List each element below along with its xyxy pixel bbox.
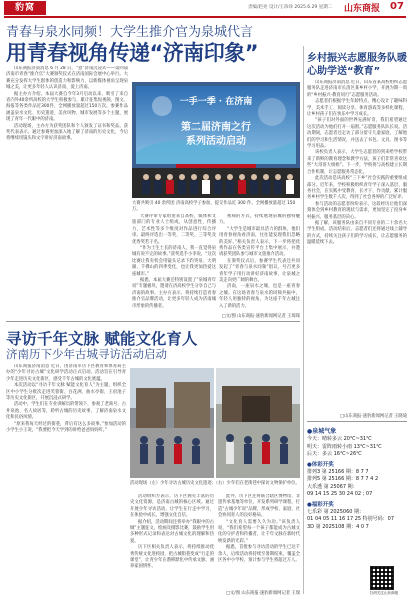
article1-caption: 大赛共吸引 40 余所团 济南高校学子参加，提交作品近 300 件。全网播放量超过 150 万。 — [132, 201, 296, 212]
article1-col3 — [219, 214, 300, 318]
masthead — [0, 0, 410, 16]
article2-caption: 活动现场（左）少年寻访古城历史文化遗迹；（右）少年们在老街巷中探访文物保护单位。 — [130, 481, 300, 486]
paragraph: 济南，一座泉水之城，也是一座青春之城。在这场青春与泉水的同频共振中，年轻人用独特的视角，为这座千年古城注入了新的活力。 — [219, 284, 300, 309]
photo-title-line1: 第二届济南之行 — [181, 122, 251, 133]
article1-headline: 用青春视角传递“济南印象” — [6, 41, 259, 65]
weather-lottery-box — [307, 428, 407, 531]
paragraph: “作为土生土长的济南人，我一直觉得泉城有说不完的故事。”获奖选手小李说，“这次比赛让我有机会用镜头记录下趵突泉、大明湖、千佛山的四季变化，也让我更加热爱这座城市。” — [132, 246, 216, 277]
weather-line: 后天：多云 16℃~26℃ — [307, 451, 362, 458]
welfare-line: 3D 第 2025108 期：4 0 7 — [307, 523, 369, 530]
paragraph: 大赛评审专家组由来自高校、媒体和文旅部门的专业人士组成，从创意性、传播力、艺术性等多个维度对作品进行综合评审。最终评选出一等奖、二等奖、三等奖及优秀奖若干名。 — [132, 214, 216, 245]
paper-name: 山东商报 — [344, 4, 381, 14]
article2-byline: □文/图 山东商报·速豹新闻网记者 王瑞 — [225, 591, 300, 596]
lottery-line: 排列3 第 25166 期：8 7 7 — [307, 469, 369, 476]
article2-photo — [130, 368, 300, 478]
welfare-title: ●福彩开奖 — [307, 501, 334, 508]
paragraph: “原来我每天经过的街巷，背后有这么多故事。”参加活动的小学生小王说，“我要把今天学到的讲给爸爸妈妈听。” — [6, 421, 126, 434]
article2-col1 — [6, 364, 126, 596]
lottery-line: 09 14 15 25 30 24 02 ; 07 — [307, 491, 373, 498]
paragraph: 志愿者们根据学生年龄特点，精心设计了趣味科学、美术手工、阅读分享、体育游戏等多样化课程，让乡村孩子们在快乐中学习成长。 — [307, 99, 407, 118]
lottery-line: 排列5 第 25166 期：8 7 7 4 2 — [307, 476, 379, 483]
paragraph: 在颁奖仪式后，参赛学生代表还共同发起了“青春与泉水同频”倡议，号召更多青年学子用行动讲好济南故事，让泉城之美走向更广阔的舞台。 — [219, 258, 300, 284]
right-rule — [307, 421, 407, 422]
paragraph: “大学生是城市最具活力的群体，他们用青春视角看济南，往往能发现我们忽略的美好。”相关负责人表示，下一步将把优秀作品在各类宣传平台上集中展示，并邀请获奖团队参与城市文旅推介活动。 — [219, 226, 300, 258]
lottery-title: ●体彩开奖 — [307, 461, 334, 468]
paragraph: 据了解，该服务队由来自不同专业的二十余名大学生组成，活动结束后，志愿者们还将通过线上辅导的方式，持续关注孩子们的学习成长，让志愿服务的温暖延续下去。 — [307, 220, 407, 246]
section-tab: 豹窝 — [4, 1, 46, 15]
paragraph: 山东商报济南消息 近日，由济南市历下区教育和体育局主办的“少年寻访古城”文化研学活动正式启动。活动旨在引导青少年走进历史文化街区，感受千年古城的文化底蕴。 — [6, 364, 126, 382]
paragraph: 山东商报济南消息 近日，山东省某高校组织志愿服务队走进济南市长清区某乡村小学，开展为期一周的“乡村振兴·教育同行”志愿服务活动。 — [307, 80, 407, 98]
qr-code-icon[interactable] — [370, 566, 394, 590]
article1-col1 — [6, 66, 128, 318]
weather-title: ●泉城气象 — [307, 428, 337, 435]
paragraph: 该校负责人表示，大学生志愿者的到来给学校带来了新鲜的教育理念和教学方法，孩子们非常喜欢这些“大哥哥大姐姐”。下一步，学校将与高校建立长期合作机制，让志愿服务常态化。 — [307, 150, 407, 175]
paragraph: 活动中，学生们在专业讲解员的带领下，参观了老商号、古井泉池、名人故居等，聆听古城的历史故事，了解济南泉水文化和民俗风情。 — [6, 402, 126, 421]
paragraph: 此外，历下区还将联合辖区博物馆、非遗传承基地等单位，开发系列研学课程，打造“古城少年说”品牌，形成学校、家庭、社会协同育人的良好格局。 — [218, 494, 300, 519]
photo-title-line2: 系列活动启动 — [186, 136, 246, 147]
qr-ad[interactable] — [362, 566, 406, 598]
paragraph: 据悉，首批参与寻访活动的学生已达千余人，后续活动将持续至暑期结束，覆盖全区各中小学校，预计参与学生将超过万人。 — [218, 545, 300, 564]
article1-byline: □文/图 山东商报·速豹新闻网记者 王琛琛 — [221, 314, 300, 319]
article2-headline: 寻访千年文脉 赋能文化育人 — [6, 330, 198, 348]
paragraph: 参与活动的志愿者纷纷表示，这段经历让他们深刻体会到乡村教育的现状与需求，更加坚定了投身乡村振兴、服务基层的决心。 — [307, 201, 407, 220]
masthead-rule — [4, 16, 406, 18]
qr-ad-text: 扫码关注山东商报 — [369, 591, 399, 595]
article2-col3 — [218, 494, 300, 588]
photo-banner-text: 一手一季 · 在济南 — [179, 97, 253, 107]
paragraph: 历下区相关负责人表示，将持续推动优秀传统文化进校园，把古城街巷变成“行走的课堂”，让青少年在潜移默化中传承文脉、涵养家国情怀。 — [130, 545, 214, 570]
paragraph: 据悉，本届大赛还特别设置了“泉城青年说”专题板块，邀请在济高校学生分享自己与济南的故事。主办方表示，将持续打造青春推介官品牌活动，让更多年轻人成为济南城市形象的传播者。 — [132, 278, 216, 309]
article1-photo — [132, 82, 300, 198]
paragraph: 活动组织方表示，历下区拥有丰富的历史文化资源，是济南古城的核心区域。通过开展少年寻访活动，让学生在行走中学习、在体验中成长，增强文化自信。 — [130, 494, 214, 519]
welfare-line: 01 04 05 11 16 17 25 特别号码：07 — [307, 516, 395, 523]
column-divider — [303, 46, 304, 594]
paragraph: 据介绍，活动期间还将举办“我眼中的古城”主题征文、绘画及摄影比赛，鼓励学生用多种形式记录和表达对古城文化的理解和热爱。 — [130, 519, 214, 544]
paragraph: 此次活动是该高校“三下乡”社会实践的重要组成部分。近年来，学校积极组织青年学子深入基层、服务社会，在实践中受教育、长才干、作贡献，累计服务乡村学生数千人次，得到了社会各界的广泛好评。 — [307, 176, 407, 201]
right-headline: 乡村振兴志愿服务队暖心助学送“教育” — [307, 53, 407, 77]
paragraph: “孩子们对外面的世界充满好奇，我们希望通过这次活动为他们打开一扇窗。”志愿服务队队长说。活动期间，志愿者还走访了部分留守儿童家庭，了解他们的学习和生活情况，并送去了书包、文具、图书等学习用品。 — [307, 118, 407, 150]
welfare-line: 七乐彩 第 2025060 期： — [307, 509, 365, 516]
article1-col2 — [132, 214, 216, 318]
lottery-line: 大乐透 第 25067 期： — [307, 483, 358, 490]
paragraph: 活动现场，主办方为获奖团队和个人颁发了证书和奖品。获奖代表表示，通过参赛更加深入地了解了济南的历史文化，今后将继续用镜头和文字讲好济南故事。 — [6, 123, 128, 142]
paragraph: “文化育人需要久久为功。”该负责人说，“我们希望每一个孩子都能成为古城文化的守护者和传播者，让千年文脉在新时代焕发新的光彩。” — [218, 519, 300, 544]
masthead-info: 责编/赵亮 设计/王珍珍 2025.6.29 星期二 — [248, 5, 333, 10]
article2-subhead: 济南历下少年古城寻访活动启动 — [6, 347, 167, 361]
article2-rule — [6, 321, 300, 322]
page-number: 07 — [390, 1, 404, 12]
article2-col2 — [130, 494, 214, 596]
article1-kicker: 青春与泉水同频！大学生推介官为泉城代言 — [6, 25, 254, 40]
right-byline: □山东商报·速豹新闻网记者 王晓迪 — [340, 414, 407, 419]
weather-line: 明天：雷阵雨转小雨 13℃~31℃ — [307, 443, 382, 450]
paragraph: 视频的方式，持续展现泉城的独特魅力。 — [219, 214, 300, 226]
right-column-body — [307, 80, 407, 412]
paragraph: 据主办方介绍，本届大赛自今年3月启动以来，吸引了来自省内外40余所高校的大学生积极参与，累计征集短视频、图文、海报等各类作品近300件，全网播放量超过150万次。参赛作品涵盖泉水文化、历史遗迹、美食风物、城市发展等多个主题，展现了青年一代眼中的济南。 — [6, 91, 128, 123]
weather-line: 今天：晴转多云 20℃~31℃ — [307, 436, 372, 443]
paragraph: 本次活动以“寻访千年文脉 赋能文化育人”为主题，组织全区中小学生分批次走进芙蓉街、百花洲、曲水亭街、王府池子等历史文化街区，开展沉浸式研学。 — [6, 383, 126, 402]
paragraph: 山东商报济南消息 6 月 28 日，“意”济南沉浸式——第四届济南市青春“推介官”大赛颁奖仪式在济南国际会展中心举行。大赛充分发挥大学生群体的创造力和影响力，以新媒体视角呈现泉城之美，让更多年轻人认识济南、爱上济南。 — [6, 66, 128, 91]
